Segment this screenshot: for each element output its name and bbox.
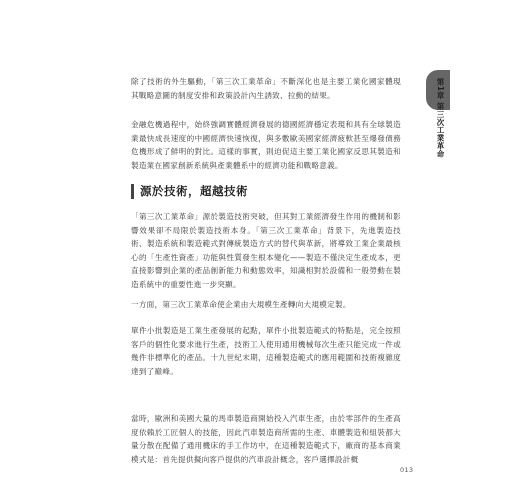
chapter-side-tab [426, 70, 450, 182]
section-marker-bar [131, 184, 134, 199]
paragraph-1: 除了技術的外生驅動，「第三次工業革命」不斷深化也是主要工業化國家體現其戰略意圖的制度安排和政策設計內生誘致、拉動的結果。 [131, 77, 401, 100]
paragraph-2: 金融危機過程中，始終強調實體經濟發展的德國經濟穩定表現和具有全球製造業最快成長速度的中國經濟快速恢復，與多數歐美國家經濟疲軟甚至爆發債務危機形成了鮮明的對比。這樣的事實，則迫促這主要工業化國家反思其製造和製造業在國家創新系統與產業體系中的經濟功能和戰略意義。 [131, 120, 401, 170]
section-title: 源於技術，超越技術 [140, 184, 248, 198]
paragraph-5: 單件小批製造是工業生產發展的起點，單件小批製造範式的特點是，完全按照客戶的個性化要求進行生產，技術工人使用通用機械每次生產只能完成一件或幾件非標準化的產品。十九世紀末期，這種製造範式的應用範圍和技術複雜度達到了巔峰。 [131, 326, 401, 376]
paragraph-3: 「第三次工業革命」源於製造技術突破，但其對工業經濟發生作用的機制和影響效果卻不局限於製造技術本身。「第三次工業革命」背景下，先進製造技術、製造系統和製造範式對傳統製造方式的替代與革新，將導致工業企業最核心的「生產性資產」功能與性質發生根本變化——製造不僅決定生產成本，更直接影響到企業的產品創新能力和動態效率，知識相對於設備和一般勞動在製造系統中的重要性進一步突顯。 [131, 212, 401, 289]
paragraph-4: 一方面，第三次工業革命使企業由大規模生產轉向大規模定製。 [131, 300, 351, 309]
paragraph-6: 當時，歐洲和美國大量的馬車製造商開始投入汽車生產，由於零部件的生產高度依賴於工匠個人的技能，因此汽車製造商所需的生產、車體製造和組裝都大量分散在配備了通用機床的手工作坊中，在這種製造範式下，廠商的基本商業模式是：首先提供擬向客戶提供的汽車設計概念，客戶選擇設計概 [131, 414, 401, 464]
chapter-tab-label: 第1章 第三次工業革命 [436, 78, 445, 158]
page-number: 013 [400, 466, 414, 474]
section-heading [131, 182, 248, 200]
